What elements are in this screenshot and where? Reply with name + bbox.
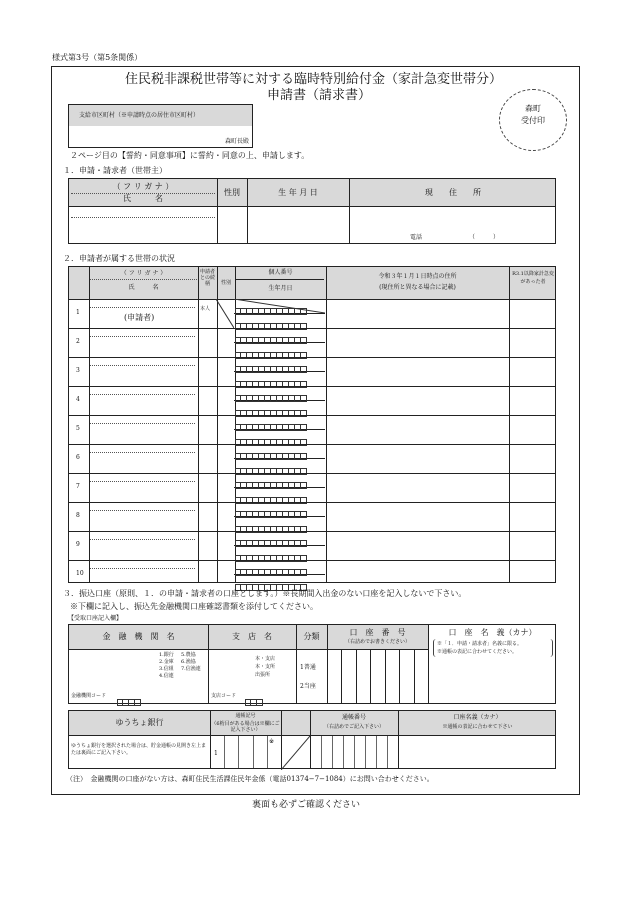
yucho-holder-note: ※通帳の表記に合わせて下さい (442, 724, 513, 730)
row-number: 8 (76, 512, 80, 519)
row-number: 9 (76, 541, 80, 548)
household-row[interactable] (68, 473, 556, 502)
applicant-label: (申請者) (124, 313, 155, 322)
form-number: 様式第3号（第5条関係） (52, 53, 143, 62)
applicant-table (68, 178, 556, 244)
kind-ordinary: 1普通 (300, 664, 316, 671)
bank-type-2: 2.金庫 (159, 659, 174, 665)
sec2-relation-header: 申請者との続柄 (199, 269, 215, 287)
sec2-change-header: R3.1以降家計急変があった者 (512, 271, 554, 285)
row-number: 4 (76, 396, 80, 403)
bank-type-4: 4.信連 (159, 673, 174, 679)
holder-note1: ※「１．申請・請求者」名義に限る。 (437, 641, 523, 647)
branch-name-header: 支 店 名 (232, 632, 272, 641)
mayor-label: 森町長殿 (224, 138, 249, 145)
sec2-sex-header: 性別 (220, 280, 231, 286)
sec2-name-header: 氏 名 (128, 284, 159, 291)
household-row[interactable] (68, 415, 556, 444)
sec1-name-header: 氏 名 (123, 194, 163, 203)
bank-code-label: 金融機関コード (71, 693, 107, 699)
account-kind-header: 分類 (303, 632, 320, 641)
row-number: 2 (76, 338, 80, 345)
section3-title: ３．振込口座（原則、１．の申請・請求者の口座とします。）※長期間入出金のない口座を記入しないで下さい。 (63, 589, 467, 598)
sec2-mynumber-header: 個人番号 (268, 269, 293, 276)
passbook-symbol-header: 通帳記号 (235, 713, 256, 719)
household-row[interactable] (68, 502, 556, 531)
bank-code-boxes[interactable] (117, 691, 141, 710)
household-row[interactable] (68, 560, 556, 589)
yucho-prefix-one: 1 (214, 750, 218, 757)
passbook-number-sub: （右詰めでご記入下さい） (323, 724, 384, 730)
section3-note: ※下欄に記入し、振込先金融機関口座確認書類を添付してください。 (70, 602, 318, 611)
yucho-note: ゆうちょ銀行を選択された場合は、貯金通帳の見開き左上または裏面にご記入下さい。 (71, 743, 207, 756)
row-number: 3 (76, 367, 80, 374)
row-number: 10 (76, 570, 84, 577)
bank-name-header: 金 融 機 関 名 (102, 632, 175, 641)
addressee-box (68, 104, 253, 148)
row-number: 7 (76, 483, 80, 490)
yucho-header: ゆうちょ銀行 (115, 718, 164, 727)
sec2-addr1-header: 令和３年１月１日時点の住所 (378, 273, 457, 280)
yucho-table (68, 710, 556, 769)
row-number: 6 (76, 454, 80, 461)
sec2-birth-header: 生年月日 (268, 285, 293, 292)
branch-type-1: 本・支店 (255, 656, 276, 662)
form-title: 住民税非課税世帯等に対する臨時特別給付金（家計急変世帯分） (125, 72, 503, 87)
account-holder-header: 口 座 名 義（カナ） (448, 628, 537, 637)
stamp-line1: 森町 (525, 104, 541, 113)
household-row[interactable] (68, 531, 556, 560)
passbook-symbol-sub: （6桁目がある場合は※欄にご記入下さい） (211, 721, 280, 733)
reception-stamp (499, 89, 567, 151)
bank-type-7: 7.信漁連 (181, 666, 201, 672)
slash-cell (281, 736, 310, 770)
bank-table (68, 624, 556, 704)
passbook-number-header: 通帳番号 (341, 714, 366, 721)
sec1-address-header: 現 住 所 (425, 188, 481, 197)
yucho-asterisk: ※ (269, 738, 275, 745)
branch-code-label: 支店コード (211, 693, 237, 699)
branch-type-3: 出張所 (255, 672, 271, 678)
kind-current: 2当座 (300, 683, 316, 690)
household-row[interactable] (68, 328, 556, 357)
intro-text: ２ページ目の【誓約・同意事項】に誓約・同意の上、申請します。 (70, 151, 310, 160)
bank-type-3: 3.信組 (159, 666, 174, 672)
account-number-sub: （右詰めでお書きください） (344, 639, 410, 645)
footnote: （注） 金融機関の口座がない方は、森町住民生活課住民年金係（電話01374−7−1084）にお問い合わせください。 (66, 775, 434, 783)
form-subtitle: 申請書（請求書） (267, 88, 372, 103)
sec2-furigana-header: （ フ リ ガ ナ ） (120, 270, 167, 277)
household-row[interactable] (68, 357, 556, 386)
back-notice: 裏面も必ずご確認ください (252, 800, 361, 810)
sec1-birth-header: 生 年 月 日 (278, 188, 318, 197)
bank-type-5: 5.農協 (181, 652, 196, 658)
branch-type-2: 本・支所 (255, 664, 276, 670)
self-label: 本人 (200, 306, 211, 312)
section1-title: １．申請・請求者（世帯主） (63, 166, 167, 175)
sec1-phone-label: 電話 (410, 234, 423, 241)
household-row[interactable] (68, 386, 556, 415)
stamp-line2: 受付印 (521, 116, 545, 125)
sec1-furigana-header: （ フ リ ガ ナ ） (112, 182, 174, 191)
branch-code-boxes[interactable] (245, 691, 263, 710)
sec1-phone-paren: （ ） (469, 234, 500, 241)
sec2-addr2-header: (現住所と異なる場合に記載) (379, 284, 456, 291)
row-number: 5 (76, 425, 80, 432)
row-number: 1 (76, 309, 80, 316)
account-number-header: 口 座 番 号 (349, 628, 406, 637)
receipt-heading: 【受取口座記入欄】 (68, 615, 123, 622)
household-row[interactable] (68, 444, 556, 473)
household-row[interactable] (68, 299, 556, 328)
section2-title: ２．申請者が属する世帯の状況 (63, 254, 175, 263)
yucho-holder-header: 口座名義（カナ） (453, 714, 502, 721)
sec1-sex-header: 性別 (224, 188, 240, 197)
bank-type-6: 6.漁協 (181, 659, 196, 665)
bank-type-1: 1.銀行 (159, 652, 174, 658)
addressee-label: 支給市区町村（※申請時点の居住市区町村） (79, 112, 200, 119)
holder-note2: ※通帳の表記に合わせてください。 (437, 649, 518, 655)
